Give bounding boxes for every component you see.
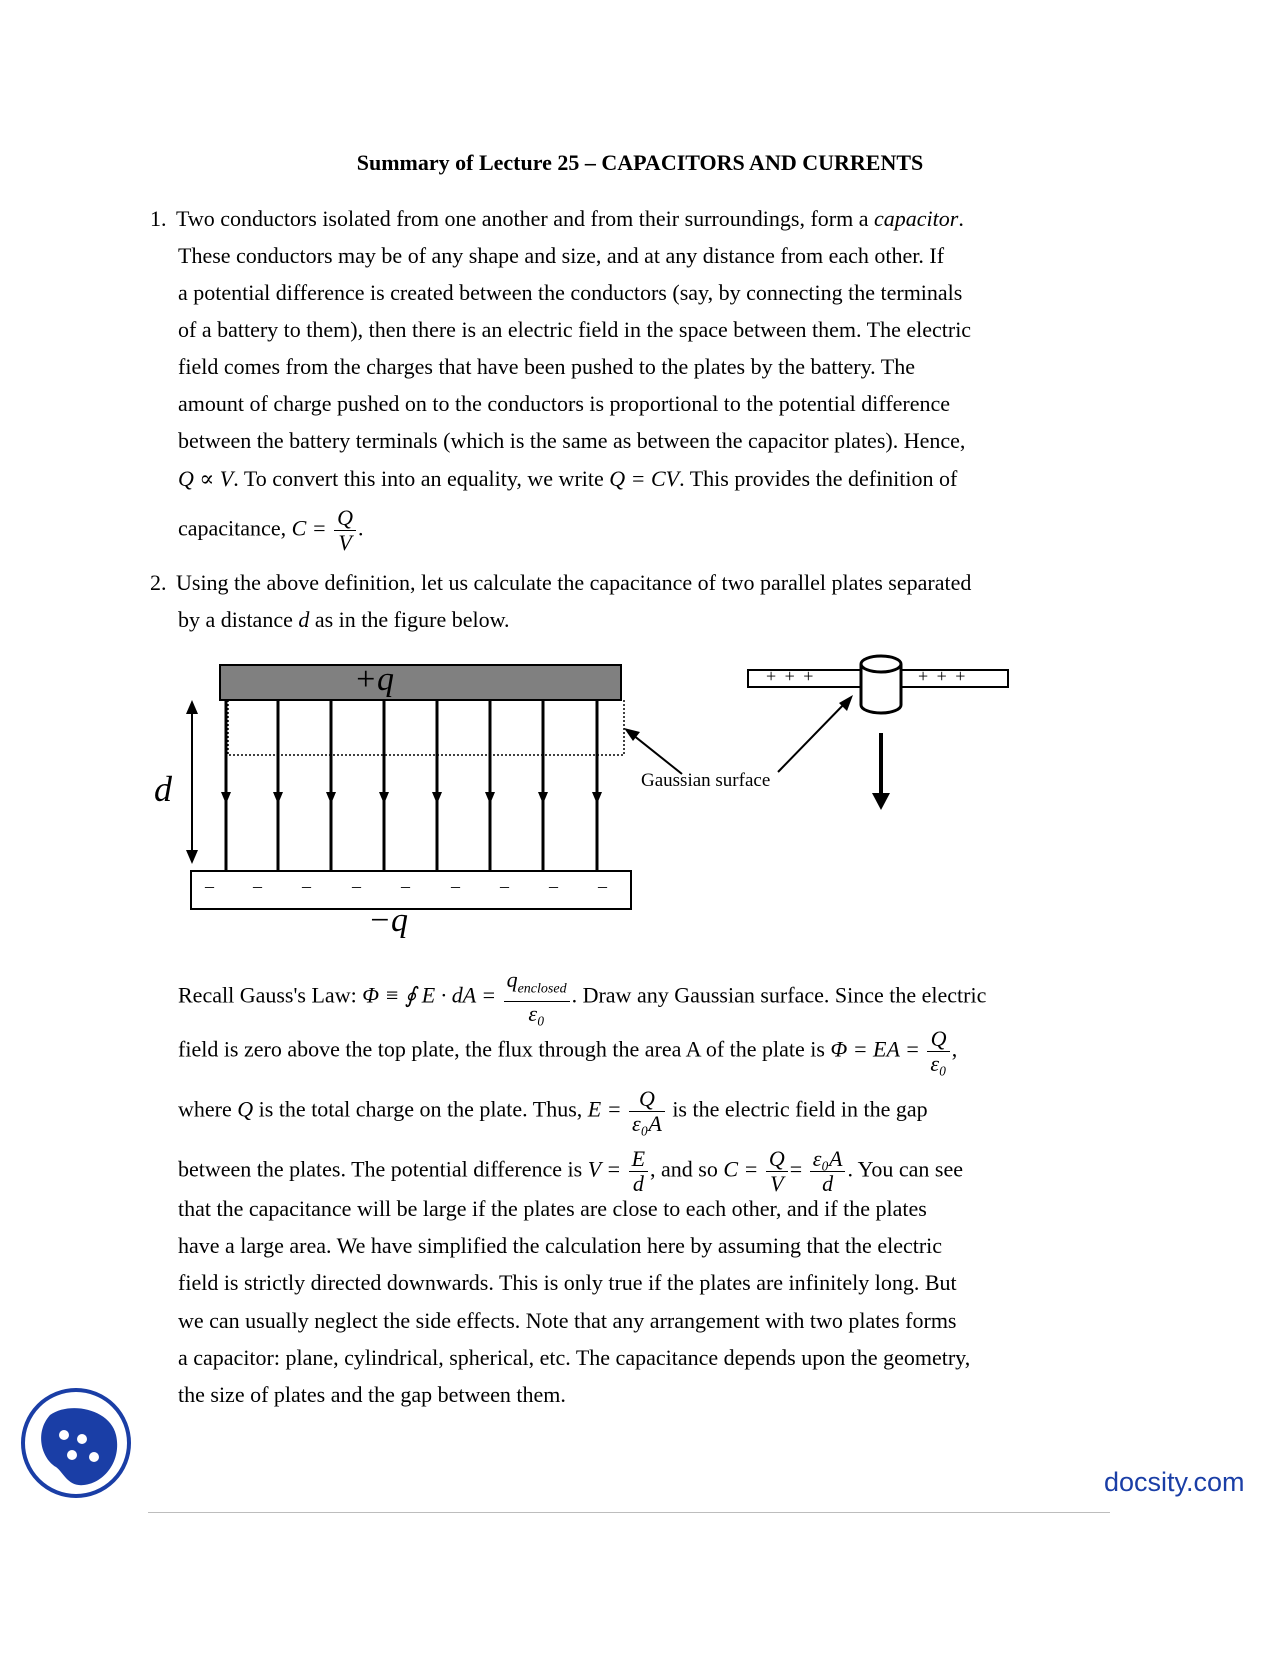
minus-sign: –: [352, 876, 361, 896]
minus-sign: –: [598, 876, 607, 896]
field-arrowhead: [485, 792, 495, 804]
minus-sign: –: [500, 876, 509, 896]
gaussian-surface-box: [228, 700, 624, 755]
item-1-line-5: field comes from the charges that have been pushed to the plates by the battery. The: [178, 354, 915, 379]
field-line-text: where Q is the total charge on the plate. Thus, E = $\frac{Q}{\text{ε₀A}}$ is the electric field in the gap: [178, 1086, 928, 1136]
top-plate: [220, 665, 621, 700]
body-line-4: we can usually neglect the side effects. Note that any arrangement with two plates forms: [178, 1308, 957, 1333]
capacitance-fraction: $\frac{Q}{V}$: [334, 506, 356, 555]
distance-arrow-top: [186, 700, 198, 714]
distance-arrow-bottom: [186, 850, 198, 864]
potential-fraction: $\frac{E}{d}$: [629, 1147, 648, 1196]
body-line-1: that the capacitance will be large if the plates are close to each other, and if the plates: [178, 1196, 927, 1221]
field-arrowhead: [592, 792, 602, 804]
minus-sign: –: [205, 876, 214, 896]
field-arrowhead: [379, 792, 389, 804]
item-1-line-8: Q ∝ V. To convert this into an equality, we write Q = CV. This provides the definition of: [178, 466, 958, 491]
field-arrowhead: [432, 792, 442, 804]
gap-label: d: [154, 769, 172, 809]
flux-fraction: $\frac{Q}{\text{ε₀}}$: [927, 1027, 949, 1076]
body-line-5: a capacitor: plane, cylindrical, spherical, etc. The capacitance depends upon the geometry,: [178, 1345, 971, 1370]
gaussian-pointer-right: [778, 700, 848, 772]
docsity-logo-icon[interactable]: [20, 1387, 132, 1499]
item-1-line-4: of a battery to them), then there is an electric field in the space between them. The electric: [178, 317, 972, 342]
field-arrowhead: [326, 792, 336, 804]
flux-line: field is zero above the top plate, the flux through the area A of the plate is Φ = EA = $\frac{Q}{\text{ε₀}}$ ,: [178, 1026, 958, 1076]
body-line-6: the size of plates and the gap between them.: [178, 1382, 566, 1407]
item-1-line-9: capacitance, C = $\frac{Q}{V}$ .: [178, 505, 364, 555]
item-1-line-3: a potential difference is created between the conductors (say, by connecting the terminals: [178, 280, 963, 305]
potential-line: between the plates. The potential difference is V = $\frac{E}{d}$ , and so C = $\frac{Q}{V}$ = $\frac{\text{ε₀A}}{d}$ . You can see: [178, 1146, 963, 1196]
gauss-law-line: Recall Gauss's Law: Φ ≡ ∮ E · dA = $\frac{q_{enclosed}}{\text{ε₀}}$ . Draw any Gaussian surface. Since the electric: [178, 967, 987, 1027]
gaussian-pointer-left: [628, 731, 682, 774]
item-2-line-2: by a distance d as in the figure below.: [178, 607, 510, 632]
small-plate-right-signs: + + +: [918, 666, 968, 686]
footer-divider: [148, 1512, 1110, 1513]
item-2-number: 2.: [150, 570, 167, 595]
gaussian-cylinder: [861, 656, 901, 713]
body-line-3: field is strictly directed downwards. This is only true if the plates are infinitely long. But: [178, 1270, 957, 1295]
gaussian-pointer-right-head: [839, 695, 853, 711]
field-arrowhead: [273, 792, 283, 804]
item-1-line-6: amount of charge pushed on to the conductors is proportional to the potential difference: [178, 391, 951, 416]
body-line-2: have a large area. We have simplified the calculation here by assuming that the electric: [178, 1233, 943, 1258]
capacitance-q-v-fraction: $\frac{Q}{V}$: [766, 1147, 788, 1196]
item-1-line-2: These conductors may be of any shape and size, and at any distance from each other. If: [178, 243, 945, 268]
small-plate-left-signs: + + +: [766, 666, 816, 686]
gaussian-surface-label: Gaussian surface: [641, 770, 771, 791]
item-1-line-1: Two conductors isolated from one another and from their surroundings, form a capacitor.: [176, 206, 964, 231]
gauss-fraction: $\frac{q_{enclosed}}{\text{ε₀}}$: [504, 968, 570, 1026]
top-charge-label: +q: [354, 661, 394, 698]
minus-sign: –: [549, 876, 558, 896]
bottom-charge-label: −q: [368, 902, 408, 939]
field-arrowhead-small: [872, 793, 890, 810]
minus-sign: –: [401, 876, 410, 896]
minus-sign: –: [302, 876, 311, 896]
field-lines: [226, 700, 597, 871]
item-1-number: 1.: [150, 206, 167, 231]
field-fraction: $\frac{Q}{\text{ε₀A}}$: [629, 1087, 665, 1136]
field-arrowhead: [221, 792, 231, 804]
item-2-line-1: Using the above definition, let us calculate the capacitance of two parallel plates separated: [176, 570, 972, 595]
minus-sign: –: [253, 876, 262, 896]
brand-link[interactable]: docsity.com: [1104, 1467, 1245, 1497]
item-1-line-7: between the battery terminals (which is the same as between the capacitor plates). Hence,: [178, 428, 966, 453]
field-arrowheads: [221, 792, 602, 804]
capacitance-area-fraction: $\frac{\text{ε₀A}}{d}$: [810, 1147, 846, 1196]
page-title: Summary of Lecture 25 – CAPACITORS AND CURRENTS: [356, 150, 924, 175]
field-arrowhead: [538, 792, 548, 804]
minus-sign: –: [451, 876, 460, 896]
